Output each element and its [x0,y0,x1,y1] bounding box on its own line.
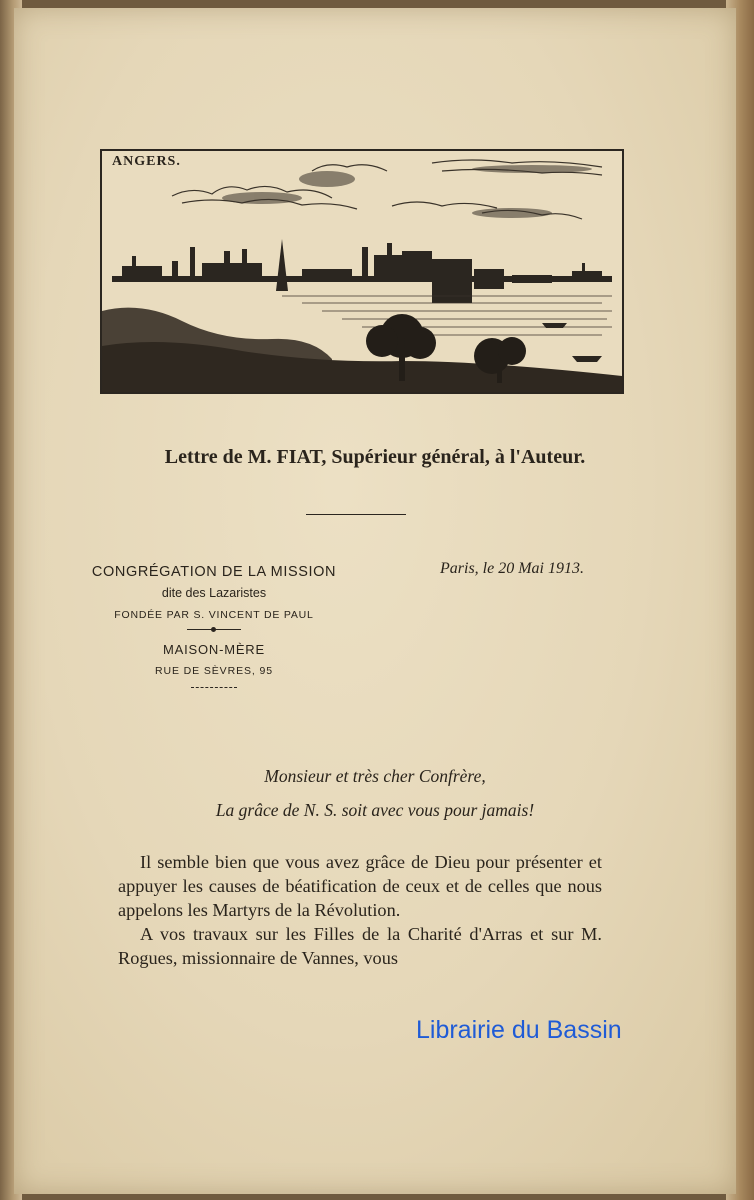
letterhead-subtitle: dite des Lazaristes [161,586,267,600]
engraving-caption: ANGERS. [112,154,181,169]
book-page [14,8,736,1194]
letter-body [118,850,602,970]
engraving-illustration [102,151,622,392]
letterhead-address: RUE DE SÈVRES, 95 [154,665,273,677]
letterhead [64,564,364,688]
dateline: Paris, le 20 Mai 1913. [440,560,584,577]
title-divider [306,514,406,515]
letter-title: Lettre de M. FIAT, Supérieur général, à l'Auteur. [164,446,586,468]
letterhead-congregation: CONGRÉGATION DE LA MISSION [91,564,337,580]
letterhead-house: MAISON-MÈRE [163,642,265,657]
greeting: La grâce de N. S. soit avec vous pour jamais! [215,800,535,820]
angers-engraving [100,149,624,394]
body-paragraph-2: A vos travaux sur les Filles de la Charité d'Arras et sur M. Rogues, missionnaire de Vannes, vous [118,924,602,968]
salutation: Monsieur et très cher Confrère, [264,766,486,786]
seller-watermark: Librairie du Bassin [416,1016,622,1044]
body-paragraph-1: Il semble bien que vous avez grâce de Dieu pour présenter et appuyer les causes de béatification de ceux et de celles que nous appelons les Martyrs de la Révolution. [118,852,602,920]
letterhead-founder: FONDÉE PAR S. VINCENT DE PAUL [114,609,314,621]
letterhead-ornament-2 [191,687,237,688]
letterhead-ornament [187,629,241,630]
